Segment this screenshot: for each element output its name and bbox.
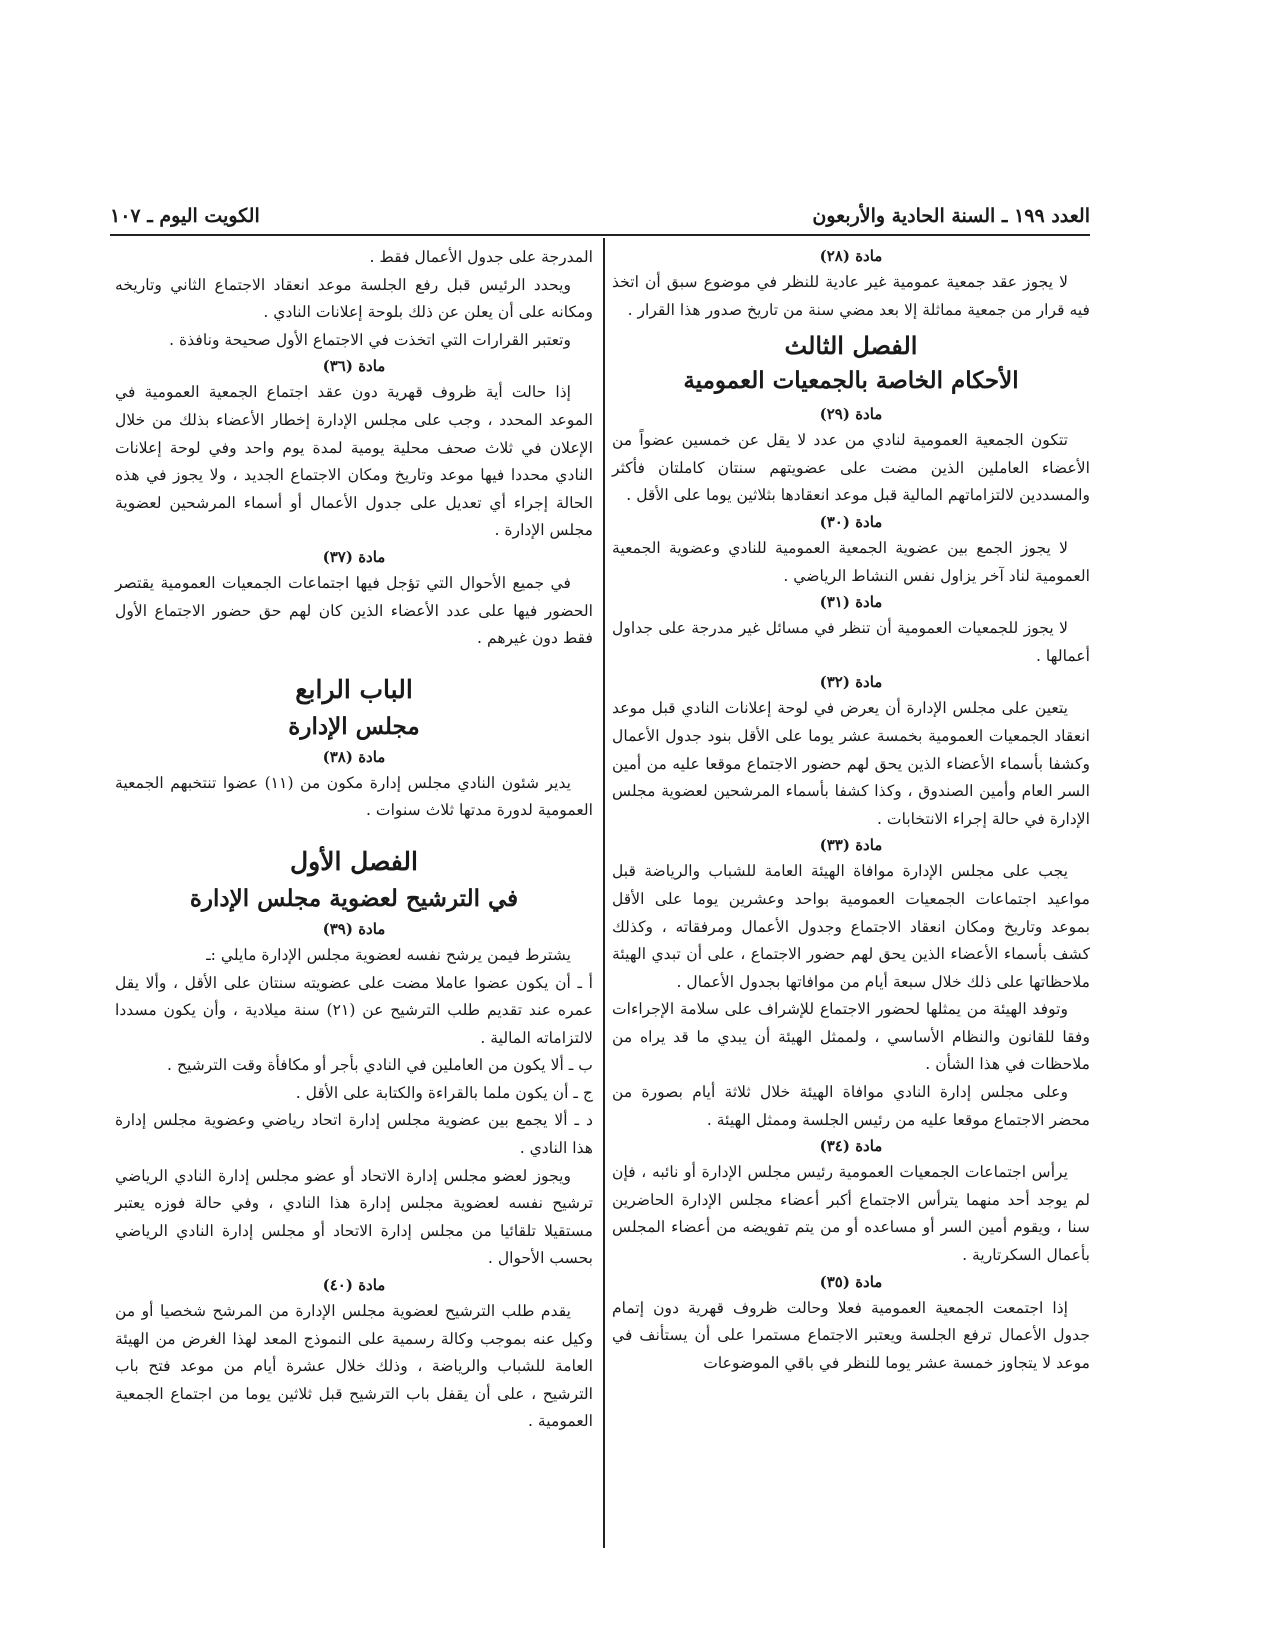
article-text: يقدم طلب الترشيح لعضوية مجلس الإدارة من المرشح شخصيا أو من وكيل عنه بموجب وكالة رسمية على النموذج المعد لهذا الغرض من الهيئة العامة للشباب والرياضة ، وذلك خلال عشرة أيام من موعد فتح باب الترشيح ، على أن يقفل باب الترشيح قبل ثلاثين يوما من اجتماع الجمعية العمومية .: [115, 1302, 594, 1431]
right-column: [612, 244, 1090, 1377]
page-header: [110, 205, 1090, 233]
article-title: مادة (٢٨): [819, 247, 883, 265]
list-item: د ـ ألا يجمع بين عضوية مجلس إدارة اتحاد رياضي وعضوية مجلس إدارة هذا النادي .: [115, 1111, 593, 1158]
article-text: يجب على مجلس الإدارة موافاة الهيئة العامة للشباب والرياضة قبل مواعيد اجتماعات الجمعيات العمومية بواحد وعشرين يوما على الأقل بموعد وتاريخ ومكان انعقاد الاجتماع وجدول الأعمال ومرفقاته ، وكذلك كشف بأسماء الأعضاء الذين يحق لهم حضور الاجتماع ، على أن تبدي الهيئة ملاحظاتها على ذلك خلال سبعة أيام من موافاتها بجدول الأعمال .: [612, 862, 1090, 991]
article-text: تتكون الجمعية العمومية لنادي من عدد لا يقل عن خمسين عضواً من الأعضاء العاملين الذين مضت على عضويتهم سنتان كاملتان فأكثر والمسددين لالتزاماتهم المالية قبل موعد انعقادها بثلاثين يوما على الأقل .: [612, 431, 1090, 505]
article-title: مادة (٣٧): [322, 547, 386, 566]
article-title: مادة (٤٠): [322, 1276, 386, 1295]
article-text: وعلى مجلس إدارة النادي موافاة الهيئة خلال ثلاثة أيام بصورة من محضر الاجتماع موقعا عليه من رئيس الجلسة وممثل الهيئة .: [612, 1083, 1090, 1129]
part-title: الباب الرابع: [295, 674, 413, 704]
article-title: مادة (٣٨): [322, 747, 386, 766]
article-text: إذا اجتمعت الجمعية العمومية فعلا وحالت ظروف قهرية دون إتمام جدول الأعمال ترفع الجلسة ويعتبر الاجتماع مستمرا على أن يستأنف في موعد لا يتجاوز خمسة عشر يوما للنظر في باقي الموضوعات: [612, 1298, 1090, 1372]
article-title: مادة (٣١): [819, 593, 883, 612]
list-item: أ ـ أن يكون عضوا عاملا مضت على عضويته سنتان على الأقل ، وألا يقل عمره عند تقديم طلب الترشيح عن (٢١) سنة ميلادية ، وأن يكون مسددا لالتزاماته المالية .: [115, 973, 593, 1047]
chapter-title: الفصل الأول: [290, 846, 418, 876]
publication-page-number: الكويت اليوم ـ ١٠٧: [110, 205, 260, 227]
header-rule: [110, 234, 1090, 236]
column-divider: [603, 238, 605, 1548]
list-item: ج ـ أن يكون ملما بالقراءة والكتابة على الأقل .: [295, 1083, 593, 1102]
article-text: يرأس اجتماعات الجمعيات العمومية رئيس مجلس الإدارة أو نائبه ، فإن لم يوجد أحد منهما يترأس الاجتماع أكبر أعضاء مجلس الإدارة الحاضرين سنا ، ويقوم أمين السر أو مساعده أو من يتم تفويضه من أعضاء المجلس بأعمال السكرتارية .: [612, 1163, 1090, 1265]
part-subtitle: مجلس الإدارة: [288, 712, 420, 740]
article-title: مادة (٣٥): [819, 1272, 883, 1291]
chapter-subtitle: الأحكام الخاصة بالجمعيات العمومية: [683, 367, 1019, 395]
article-title: مادة (٣٠): [819, 512, 883, 531]
article-text: ويحدد الرئيس قبل رفع الجلسة موعد انعقاد الاجتماع الثاني وتاريخه ومكانه على أن يعلن عن ذلك بلوحة إعلانات النادي .: [115, 275, 593, 322]
article-text: يتعين على مجلس الإدارة أن يعرض في لوحة إعلانات النادي قبل موعد انعقاد الجمعيات العمومية بخمسة عشر يوما على الأقل بنود جدول الأعمال وكشفا بأسماء الأعضاء الذين يحق لهم حضور الاجتماع موقعا عليه من أمين السر العام وأمين الصندوق ، وكذا كشفا بأسماء المرشحين لعضوية مجلس الإدارة في حالة إجراء الانتخابات .: [612, 699, 1090, 828]
left-column: [115, 244, 593, 1436]
article-text: لا يجوز عقد جمعية عمومية غير عادية للنظر في موضوع سبق أن اتخذ فيه قرار من جمعية مماثلة إلا بعد مضي سنة من تاريخ صدور هذا القرار .: [612, 273, 1090, 319]
issue-info: العدد ١٩٩ ـ السنة الحادية والأربعون: [812, 205, 1090, 227]
list-item: ب ـ ألا يكون من العاملين في النادي بأجر أو مكافأة وقت الترشيح .: [167, 1056, 593, 1075]
article-title: مادة (٣٩): [322, 919, 386, 938]
article-text: يدير شئون النادي مجلس إدارة مكون من (١١) عضوا تنتخبهم الجمعية العمومية لدورة مدتها ثلاث سنوات .: [115, 773, 593, 820]
article-text: ويجوز لعضو مجلس إدارة الاتحاد أو عضو مجلس إدارة النادي الرياضي ترشيح نفسه لعضوية مجلس إدارة هذا النادي ، وفي حالة فوزه يعتبر مستقيلا تلقائيا من مجلس إدارة الاتحاد أو مجلس إدارة النادي الرياضي بحسب الأحوال .: [115, 1166, 593, 1268]
chapter-title: الفصل الثالث: [784, 331, 918, 361]
article-text: وتعتبر القرارات التي اتخذت في الاجتماع الأول صحيحة ونافذة .: [169, 330, 571, 349]
article-text: يشترط فيمن يرشح نفسه لعضوية مجلس الإدارة مايلي :ـ: [206, 945, 571, 964]
article-text: المدرجة على جدول الأعمال فقط .: [369, 248, 593, 266]
article-text: إذا حالت أية ظروف قهرية دون عقد اجتماع الجمعية العمومية في الموعد المحدد ، وجب على مجلس الإدارة إخطار الأعضاء بذلك من خلال الإعلان في ثلاث صحف محلية يومية لمدة يوم واحد وفي لوحة إعلانات النادي محددا فيها موعد وتاريخ ومكان الاجتماع الجديد ، ولا يجوز في هذه الحالة إجراء أي تعديل على جدول الأعمال أو أسماء المرشحين لعضوية مجلس الإدارة .: [115, 383, 593, 540]
article-title: مادة (٣٢): [819, 673, 883, 692]
article-title: مادة (٢٩): [819, 405, 883, 424]
article-title: مادة (٣٣): [819, 836, 883, 855]
article-text: لا يجوز للجمعيات العمومية أن تنظر في مسائل غير مدرجة على جداول أعمالها .: [612, 619, 1090, 665]
article-text: وتوفد الهيئة من يمثلها لحضور الاجتماع للإشراف على سلامة الإجراءات وفقا للقانون والنظام الأساسي ، ولممثل الهيئة أن يبدي ما قد يراه من ملاحظات في هذا الشأن .: [612, 1000, 1090, 1074]
chapter-subtitle: في الترشيح لعضوية مجلس الإدارة: [189, 884, 519, 912]
article-text: لا يجوز الجمع بين عضوية الجمعية العمومية للنادي وعضوية الجمعية العمومية لناد آخر يزاول نفس النشاط الرياضي .: [612, 538, 1090, 585]
article-title: مادة (٣٤): [819, 1137, 883, 1156]
article-text: في جميع الأحوال التي تؤجل فيها اجتماعات الجمعيات العمومية يقتصر الحضور فيها على عدد الأعضاء الذين كان لهم حق حضور الاجتماع الأول فقط دون غيرهم .: [115, 573, 593, 648]
article-title: مادة (٣٦): [322, 357, 386, 376]
